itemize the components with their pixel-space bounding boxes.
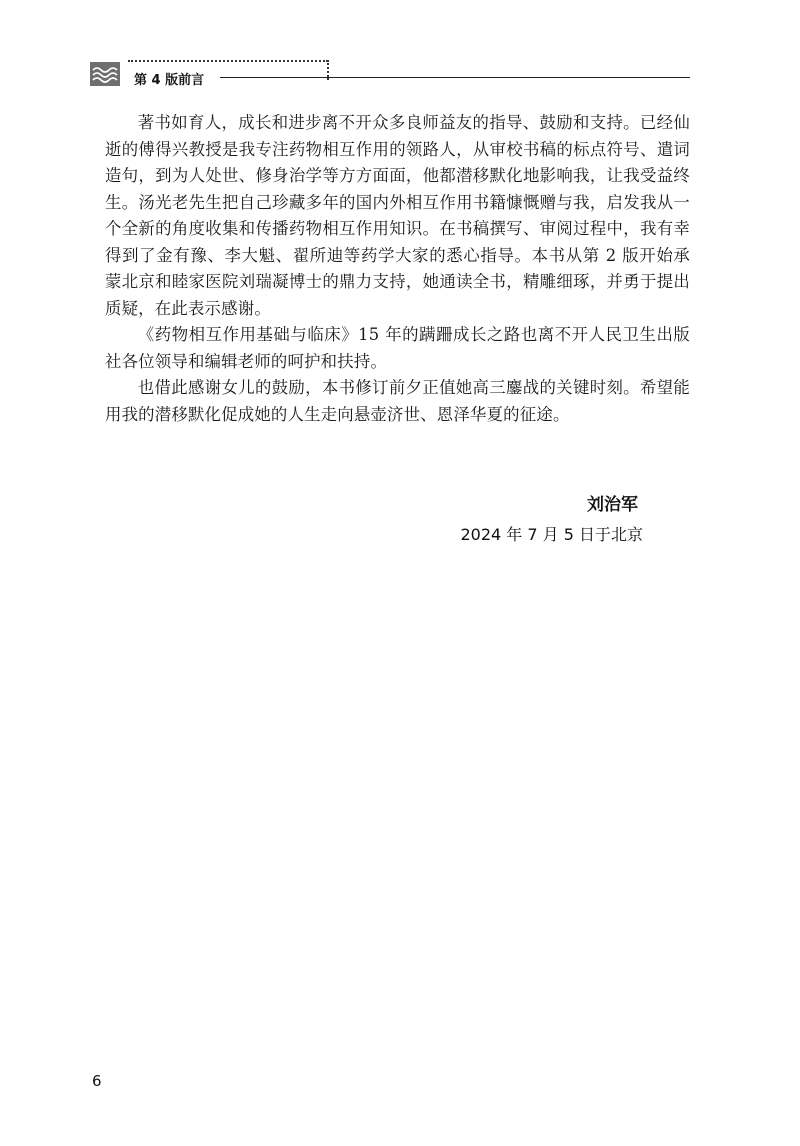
author-signature: 刘治军 bbox=[587, 495, 638, 515]
signature-date: 2024 年 7 月 5 日于北京 bbox=[460, 525, 643, 544]
paragraph: 《药物相互作用基础与临床》15 年的蹒跚成长之路也离不开人民卫生出版社各位领导和编辑老师的呵护和扶持。 bbox=[105, 325, 690, 371]
section-title: 第 4 版前言 bbox=[134, 73, 205, 88]
paragraph: 著书如育人，成长和进步离不开众多良师益友的指导、鼓励和支持。已经仙逝的傅得兴教授是我专注药物相互作用的领路人，从审校书稿的标点符号、遣词造句，到为人处世、修身治学等方方面面，他都潜移默化地影响我，让我受益终生。汤光老先生把自己珍藏多年的国内外相互作用书籍慷慨赠与我，启发我从一个全新的角度收集和传播药物相互作用知识。在书稿撰写、审阅过程中，我有幸得到了金有豫、李大魁、翟所迪等药学大家的悉心指导。本书从第 2 版开始承蒙北京和睦家医院刘瑞凝博士的鼎力支持，她通读全书，精雕细琢，并勇于提出质疑，在此表示感谢。 bbox=[105, 113, 690, 318]
header-rule bbox=[220, 77, 690, 78]
preface-body bbox=[105, 110, 690, 428]
running-header bbox=[90, 60, 692, 90]
page-number: 6 bbox=[92, 1072, 102, 1090]
wave-icon bbox=[90, 62, 120, 86]
header-dotted-line bbox=[128, 60, 328, 64]
paragraph: 也借此感谢女儿的鼓励，本书修订前夕正值她高三鏖战的关键时刻。希望能用我的潜移默化促成她的人生走向悬壶济世、恩泽华夏的征途。 bbox=[105, 378, 690, 424]
